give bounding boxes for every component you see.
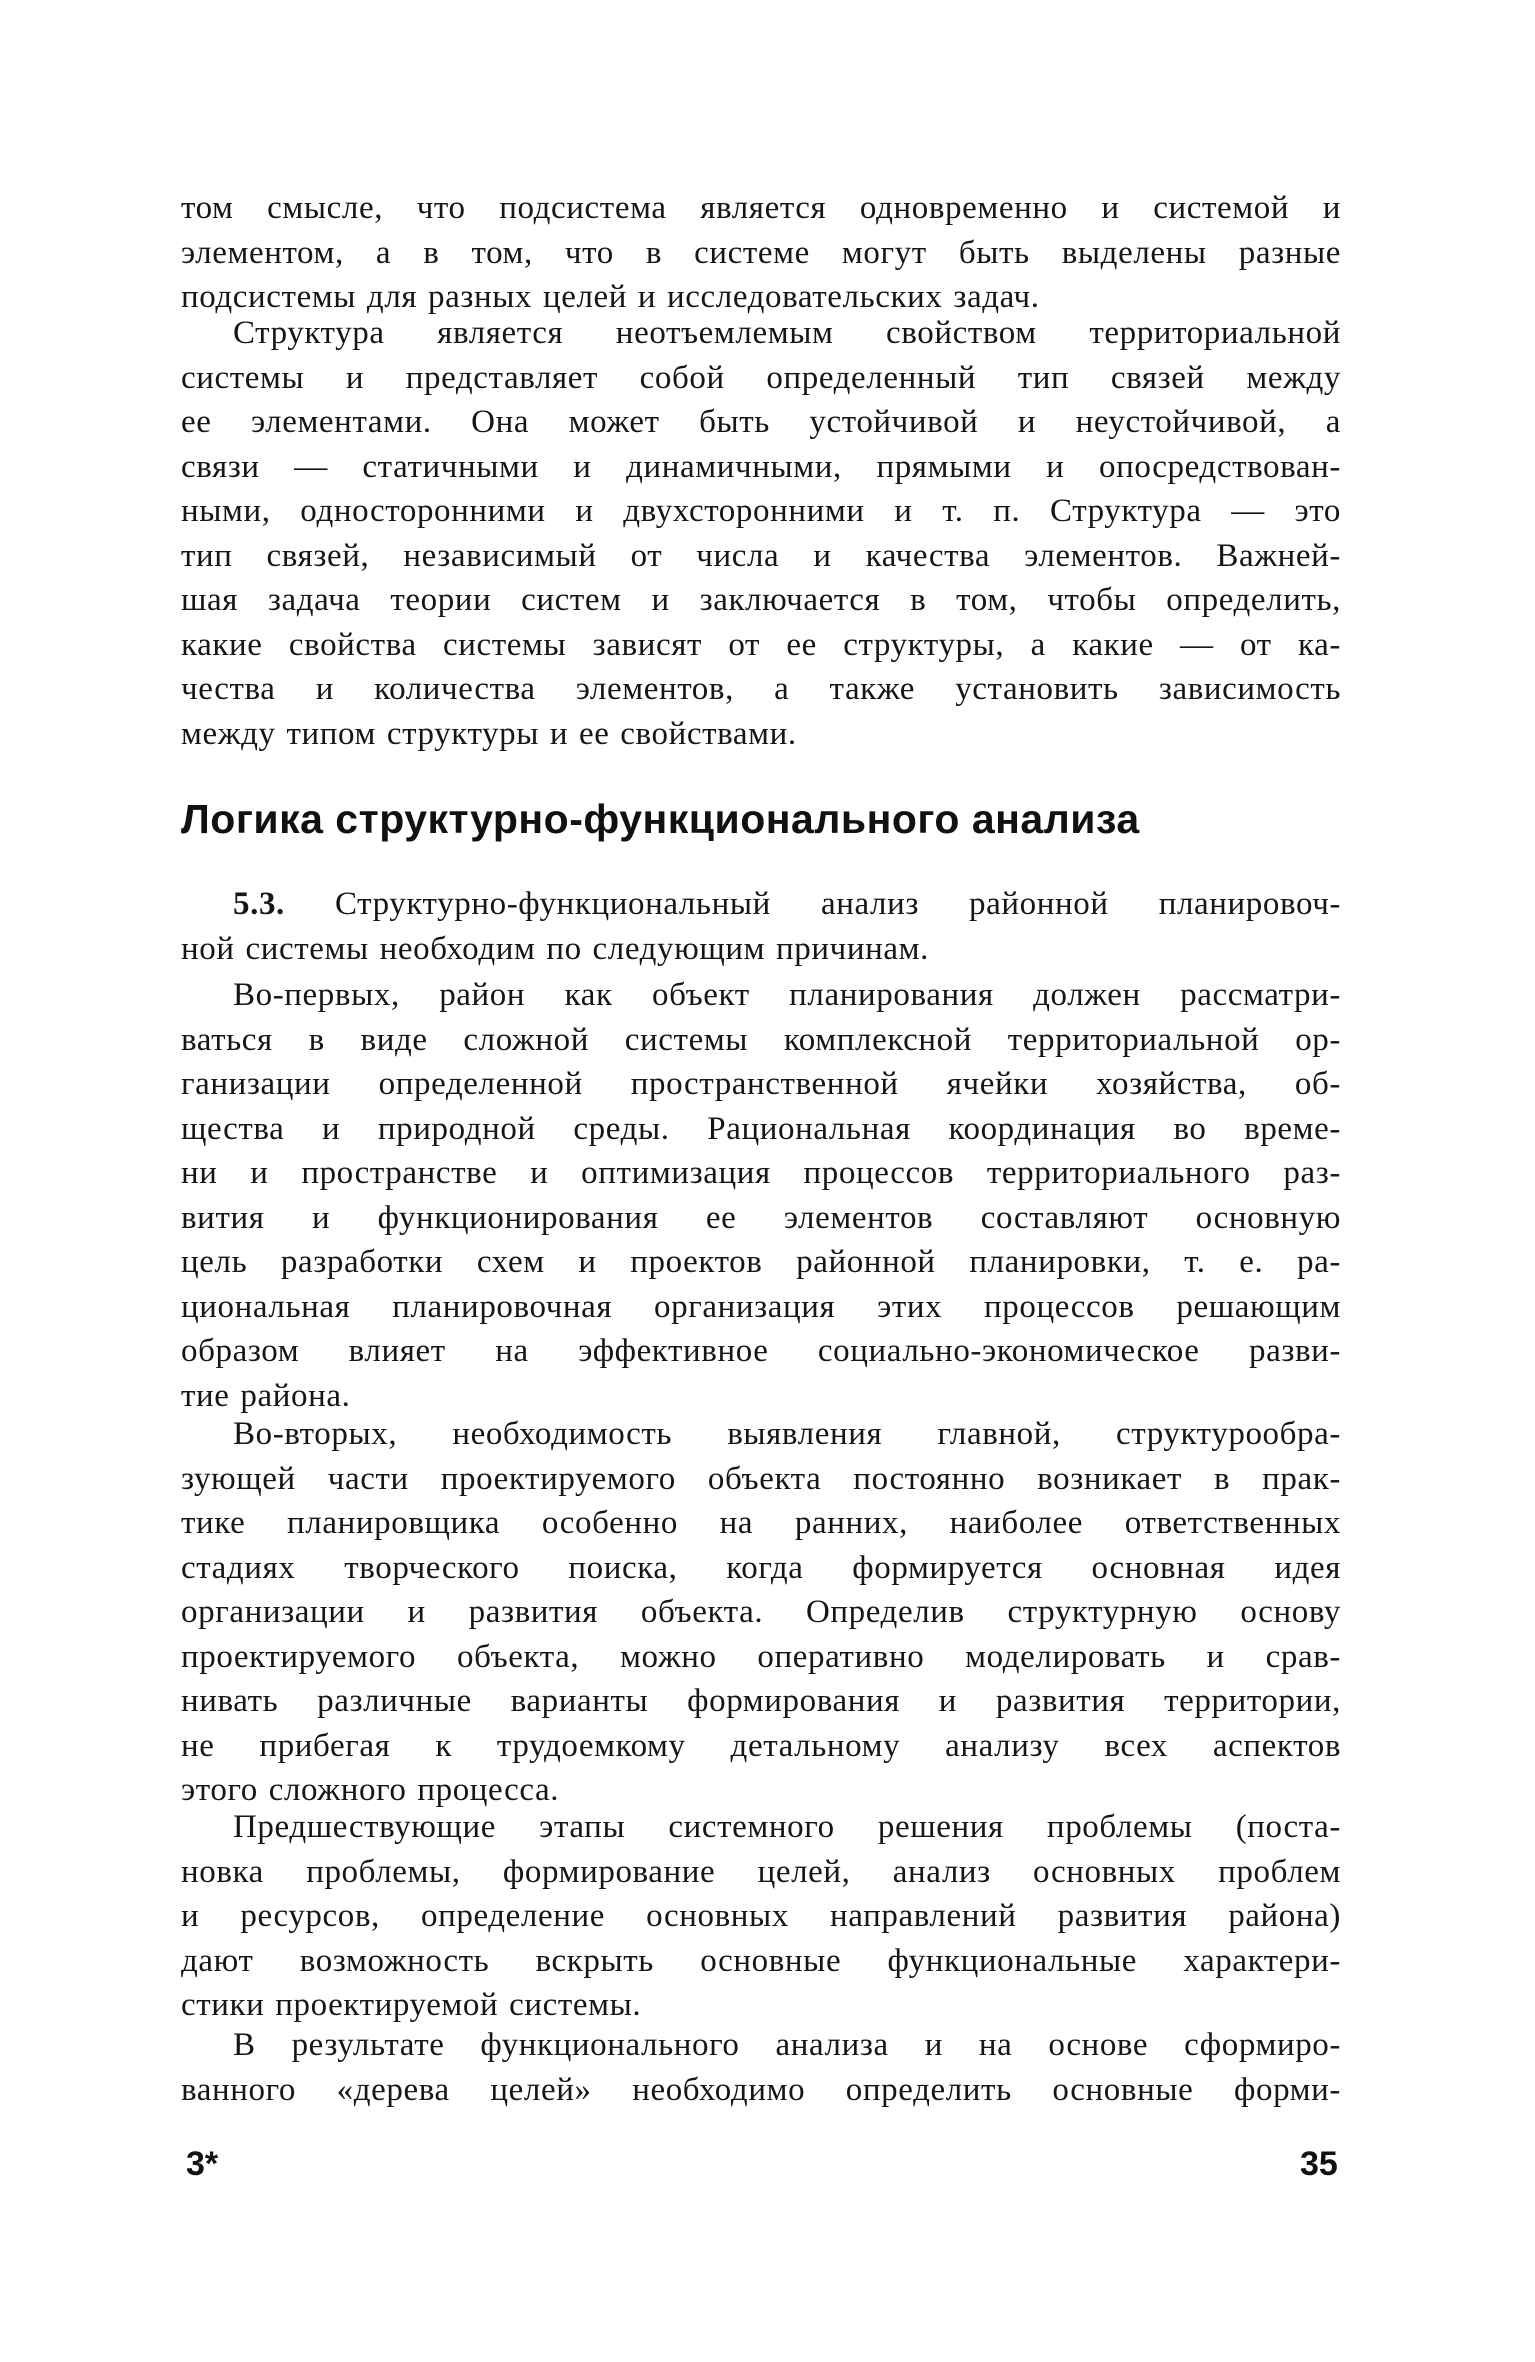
- paragraph-1: [181, 186, 1341, 320]
- text-line: подсистемы для разных целей и исследовательских задач.: [181, 279, 1040, 315]
- text-line: между типом структуры и ее свойствами.: [181, 715, 797, 752]
- paragraph-first-reason: [181, 973, 1341, 1418]
- text-line: дают возможность вскрыть основные функциональные характери-: [181, 1942, 1341, 1979]
- paragraph-second-reason: [181, 1412, 1341, 1813]
- text-line: вития и функционирования ее элементов составляют основную: [181, 1199, 1341, 1236]
- text-line: стадиях творческого поиска, когда формируется основная идея: [181, 1549, 1341, 1586]
- text-line: стики проектируемой системы.: [181, 1987, 642, 2023]
- text-line: системы и представляет собой определенный тип связей между: [181, 359, 1341, 396]
- text-line: ной системы необходим по следующим причинам.: [181, 930, 929, 967]
- text-line: шая задача теории систем и заключается в том, чтобы определить,: [181, 582, 1341, 618]
- section-number: 5.3.: [233, 886, 285, 922]
- text-line: образом влияет на эффективное социально-экономическое разви-: [181, 1333, 1341, 1369]
- text-line: не прибегая к трудоемкому детальному анализу всех аспектов: [181, 1727, 1341, 1764]
- paragraph-preceding-stages: [181, 1805, 1341, 2028]
- text-line: ни и пространстве и оптимизация процессов территориального раз-: [181, 1155, 1341, 1191]
- text-line: ее элементами. Она может быть устойчивой и неустойчивой, а: [181, 404, 1341, 440]
- text-line: организации и развития объекта. Определив структурную основу: [181, 1594, 1341, 1630]
- text-line: Структура является неотъемлемым свойством территориальной: [233, 315, 1341, 351]
- text-line: какие свойства системы зависят от ее структуры, а какие — от ка-: [181, 626, 1341, 663]
- signature-mark: 3*: [186, 2145, 219, 2183]
- page-number: 35: [1300, 2145, 1338, 2183]
- text-line: новка проблемы, формирование целей, анализ основных проблем: [181, 1853, 1341, 1890]
- text-line: Во-вторых, необходимость выявления главной, структурообра-: [233, 1416, 1341, 1452]
- text-line: Предшествующие этапы системного решения проблемы (поста-: [233, 1809, 1341, 1845]
- text-line: ганизации определенной пространственной ячейки хозяйства, об-: [181, 1066, 1341, 1102]
- text-line: связи — статичными и динамичными, прямыми и опосредствован-: [181, 448, 1341, 485]
- section-heading: Логика структурно-функционального анализа: [181, 796, 1140, 842]
- text-line: проектируемого объекта, можно оперативно моделировать и срав-: [181, 1638, 1341, 1675]
- text-line: В результате функционального анализа и на основе сформиро-: [233, 2027, 1341, 2063]
- text-line: тие района.: [181, 1377, 351, 1414]
- section-5-3-paragraph: [181, 882, 1341, 971]
- paragraph-2: [181, 311, 1341, 756]
- text-line: ванного «дерева целей» необходимо определить основные форми-: [181, 2071, 1341, 2108]
- paragraph-functional-analysis: [181, 2023, 1341, 2112]
- text-line: [181, 882, 1341, 927]
- text-line: циональная планировочная организация этих процессов решающим: [181, 1288, 1341, 1325]
- section-first-line: Структурно-функциональный анализ районной планировоч-: [335, 886, 1341, 922]
- text-line: чества и количества элементов, а также установить зависимость: [181, 671, 1341, 707]
- text-line: цель разработки схем и проектов районной планировки, т. е. ра-: [181, 1244, 1341, 1280]
- text-line: щества и природной среды. Рациональная координация во време-: [181, 1110, 1341, 1147]
- text-line: Во-первых, район как объект планирования должен рассматри-: [233, 977, 1341, 1013]
- text-line: тип связей, независимый от числа и качества элементов. Важней-: [181, 537, 1341, 574]
- text-line: и ресурсов, определение основных направлений развития района): [181, 1898, 1341, 1934]
- text-line: этого сложного процесса.: [181, 1772, 560, 1808]
- text-line: ваться в виде сложной системы комплексной территориальной ор-: [181, 1021, 1341, 1058]
- text-line: нивать различные варианты формирования и развития территории,: [181, 1683, 1341, 1719]
- text-line: ными, односторонними и двухсторонними и т. п. Структура — это: [181, 493, 1341, 529]
- text-line: том смысле, что подсистема является одновременно и системой и: [181, 190, 1341, 226]
- text-line: элементом, а в том, что в системе могут быть выделены разные: [181, 234, 1341, 271]
- text-line: тике планировщика особенно на ранних, наиболее ответственных: [181, 1505, 1341, 1541]
- text-line: зующей части проектируемого объекта постоянно возникает в прак-: [181, 1460, 1341, 1497]
